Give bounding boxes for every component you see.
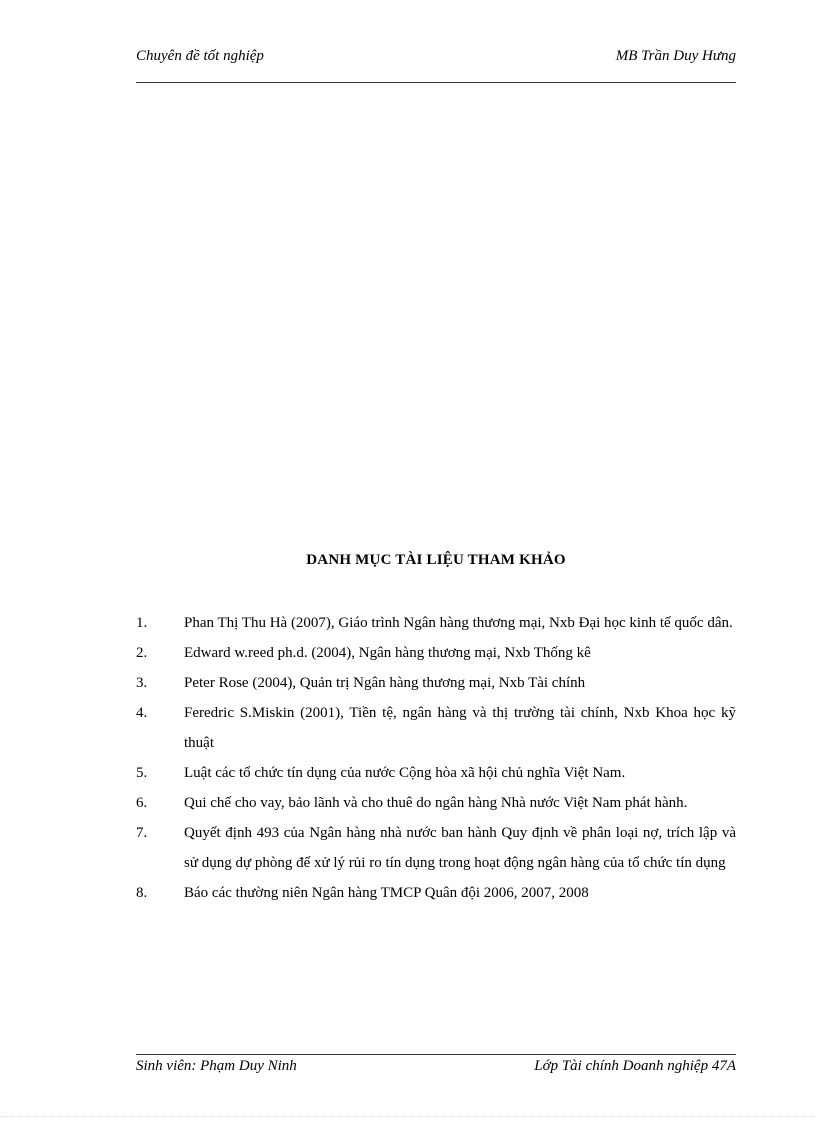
reference-number: 6.	[136, 795, 148, 811]
reference-text: Feredric S.Miskin (2001), Tiền tệ, ngân hàng và thị trường tài chính, Nxb Khoa học kỹ thuật	[184, 705, 736, 751]
reference-item	[136, 788, 736, 818]
reference-item	[136, 878, 736, 908]
reference-number: 4.	[136, 705, 148, 721]
footer-right-text: Lớp Tài chính Doanh nghiệp 47A	[534, 1058, 736, 1074]
reference-item	[136, 698, 736, 758]
reference-item	[136, 818, 736, 878]
reference-number: 1.	[136, 615, 148, 631]
reference-number: 5.	[136, 765, 148, 781]
reference-text: Báo các thường niên Ngân hàng TMCP Quân đội 2006, 2007, 2008	[184, 885, 589, 901]
reference-text: Qui chế cho vay, bảo lãnh và cho thuê do ngân hàng Nhà nước Việt Nam phát hành.	[184, 795, 688, 811]
reference-number: 7.	[136, 825, 148, 841]
reference-item	[136, 638, 736, 668]
reference-item	[136, 668, 736, 698]
reference-text: Edward w.reed ph.d. (2004), Ngân hàng thương mại, Nxb Thống kê	[184, 645, 591, 661]
header-right-text: MB Trần Duy Hưng	[615, 48, 736, 64]
reference-text: Quyết định 493 của Ngân hàng nhà nước ban hành Quy định về phân loại nợ, trích lập và sử dụng dự phòng để xử lý rủi ro tín dụng trong hoạt động ngân hàng của tổ chức tín dụng	[184, 825, 736, 871]
footer-left-text: Sinh viên: Phạm Duy Ninh	[136, 1058, 297, 1074]
section-title: DANH MỤC TÀI LIỆU THAM KHẢO	[306, 552, 566, 568]
footer-rule	[136, 1054, 736, 1055]
reference-list	[136, 608, 736, 908]
page-bottom-edge	[0, 1116, 816, 1117]
reference-item	[136, 608, 736, 638]
reference-number: 8.	[136, 885, 148, 901]
reference-text: Peter Rose (2004), Quản trị Ngân hàng thương mại, Nxb Tài chính	[184, 675, 586, 691]
header-left-text: Chuyên đề tốt nghiệp	[136, 48, 264, 64]
reference-text: Phan Thị Thu Hà (2007), Giáo trình Ngân hàng thương mại, Nxb Đại học kinh tế quốc dân.	[184, 615, 733, 631]
page-footer	[136, 1058, 736, 1080]
header-rule	[136, 82, 736, 83]
reference-text: Luật các tổ chức tín dụng của nước Cộng hòa xã hội chủ nghĩa Việt Nam.	[184, 765, 626, 781]
reference-number: 3.	[136, 675, 148, 691]
reference-item	[136, 758, 736, 788]
page-header	[136, 48, 736, 70]
reference-number: 2.	[136, 645, 148, 661]
